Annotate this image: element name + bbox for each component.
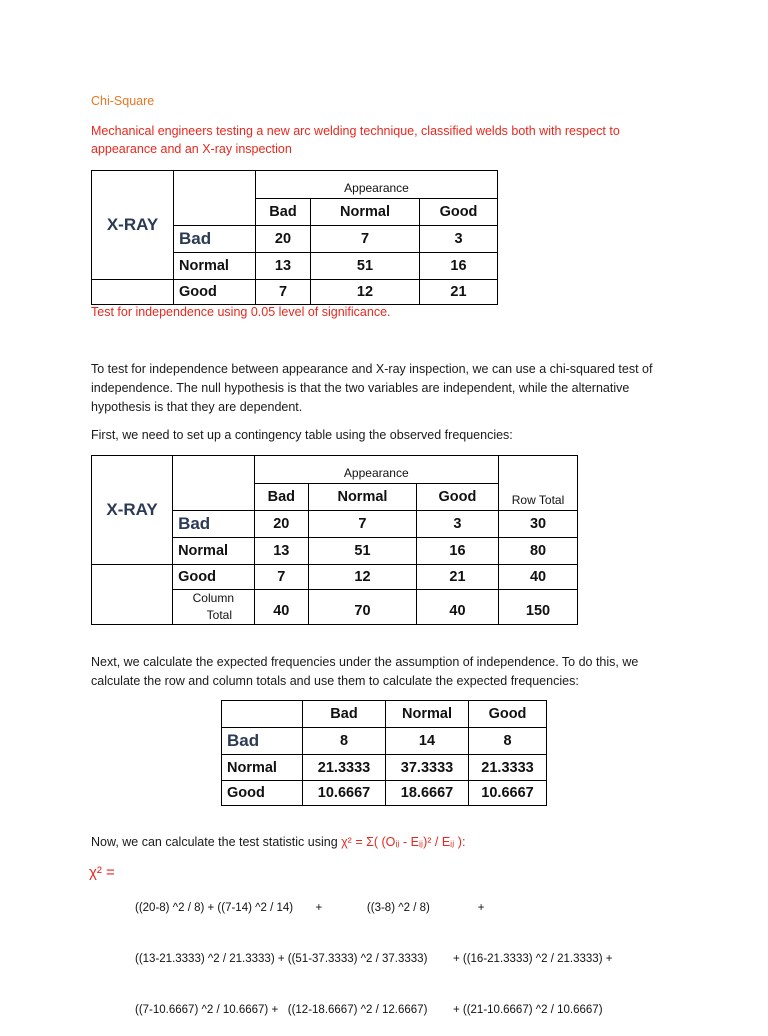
col-header: Bad [256, 199, 311, 226]
para1-line-2: independence. The null hypothesis is that the two variables are independent, while the alternative [91, 381, 630, 395]
row-label: Bad [174, 226, 256, 253]
paragraph-2: First, we need to set up a contingency table using the observed frequencies: [91, 428, 513, 442]
intro-line-2: appearance and an X-ray inspection [91, 142, 292, 156]
contingency-table [91, 455, 578, 625]
column-total-label-line-1: Column [192, 591, 234, 605]
row-label: Normal [222, 755, 303, 781]
blank-cell [92, 280, 174, 305]
cell-value: 3 [420, 226, 498, 253]
cell-value: 8 [303, 728, 386, 755]
cell-value: 18.6667 [386, 781, 469, 806]
para3-line-1: Next, we calculate the expected frequencies under the assumption of independence. To do this, we [91, 655, 639, 669]
cell-value: 7 [254, 565, 308, 590]
cell-value: 8 [469, 728, 547, 755]
chi-line-1: ((20-8) ^2 / 8) + ((7-14) ^2 / 14) + ((3-8) ^2 / 8) + [135, 902, 485, 914]
row-label: Normal [174, 253, 256, 280]
para1-line-1: To test for independence between appearance and X-ray inspection, we can use a chi-squared test of [91, 362, 653, 376]
column-total-label-line-2: Total [206, 608, 232, 622]
xray-side-cell [92, 456, 173, 565]
para1-line-3: hypothesis is that they are dependent. [91, 400, 303, 414]
cell-value: 14 [386, 728, 469, 755]
cell-value: 51 [311, 253, 420, 280]
chi-line-3: ((7-10.6667) ^2 / 10.6667) + ((12-18.6667) ^2 / 12.6667) + ((21-10.6667) ^2 / 10.6667) [135, 1004, 603, 1016]
cell-value: 13 [254, 538, 308, 565]
row-label: Normal [173, 538, 254, 565]
column-total: 70 [309, 590, 417, 625]
blank-cell [92, 590, 173, 625]
chi-line-2: ((13-21.3333) ^2 / 21.3333) + ((51-37.3333) ^2 / 37.3333) + ((16-21.3333) ^2 / 21.3333) + [135, 953, 613, 965]
col-header: Good [469, 701, 547, 728]
doc-title: Chi-Square [91, 94, 155, 108]
cell-value: 10.6667 [303, 781, 386, 806]
cell-value: 21.3333 [469, 755, 547, 781]
col-header: Normal [386, 701, 469, 728]
row-total: 30 [499, 511, 578, 538]
appearance-header: Appearance [254, 456, 498, 484]
row-label: Good [174, 280, 256, 305]
col-header: Good [416, 484, 498, 511]
cell-value: 10.6667 [469, 781, 547, 806]
cell-value: 21 [416, 565, 498, 590]
cell-value: 51 [309, 538, 417, 565]
chi-expansion [135, 866, 612, 1036]
row-label: Good [173, 565, 254, 590]
intro-line-1: Mechanical engineers testing a new arc welding technique, classified welds both with respect to [91, 124, 620, 138]
xray-side-cell [92, 171, 174, 280]
blank-cell [173, 456, 254, 484]
row-label: Bad [173, 511, 254, 538]
column-total-label [173, 590, 254, 625]
cell-value: 12 [311, 280, 420, 305]
cell-value: 16 [416, 538, 498, 565]
xray-label: X-RAY [106, 215, 159, 234]
cell-value: 16 [420, 253, 498, 280]
cell-value: 3 [416, 511, 498, 538]
blank-cell [499, 456, 578, 484]
grand-total: 150 [499, 590, 578, 625]
row-total-header: Row Total [499, 484, 578, 511]
col-header: Bad [254, 484, 308, 511]
col-header: Normal [311, 199, 420, 226]
appearance-header: Appearance [256, 171, 498, 199]
blank-cell [222, 701, 303, 728]
column-total: 40 [416, 590, 498, 625]
blank-cell [174, 199, 256, 226]
cell-value: 7 [309, 511, 417, 538]
cell-value: 7 [256, 280, 311, 305]
blank-cell [92, 565, 173, 590]
row-total: 40 [499, 565, 578, 590]
col-header: Good [420, 199, 498, 226]
intro-text [91, 122, 620, 158]
test-note: Test for independence using 0.05 level of significance. [91, 305, 391, 319]
cell-value: 20 [254, 511, 308, 538]
row-label: Bad [222, 728, 303, 755]
para4-text: Now, we can calculate the test statistic using [91, 835, 342, 849]
cell-value: 21 [420, 280, 498, 305]
column-total: 40 [254, 590, 308, 625]
cell-value: 7 [311, 226, 420, 253]
paragraph-4 [91, 833, 465, 852]
paragraph-3 [91, 653, 638, 691]
paragraph-1 [91, 360, 652, 417]
cell-value: 21.3333 [303, 755, 386, 781]
para3-line-2: calculate the row and column totals and use them to calculate the expected frequencies: [91, 674, 579, 688]
chi-symbol: χ² = [89, 864, 115, 881]
col-header: Normal [309, 484, 417, 511]
col-header: Bad [303, 701, 386, 728]
blank-cell [173, 484, 254, 511]
xray-label: X-RAY [106, 500, 158, 519]
chi-square-formula: χ² = Σ( (Oᵢⱼ - Eᵢⱼ)² / Eᵢⱼ ): [341, 835, 466, 849]
row-total: 80 [499, 538, 578, 565]
cell-value: 13 [256, 253, 311, 280]
cell-value: 20 [256, 226, 311, 253]
blank-cell [174, 171, 256, 199]
cell-value: 37.3333 [386, 755, 469, 781]
cell-value: 12 [309, 565, 417, 590]
observed-table [91, 170, 498, 305]
expected-table [221, 700, 547, 806]
row-label: Good [222, 781, 303, 806]
